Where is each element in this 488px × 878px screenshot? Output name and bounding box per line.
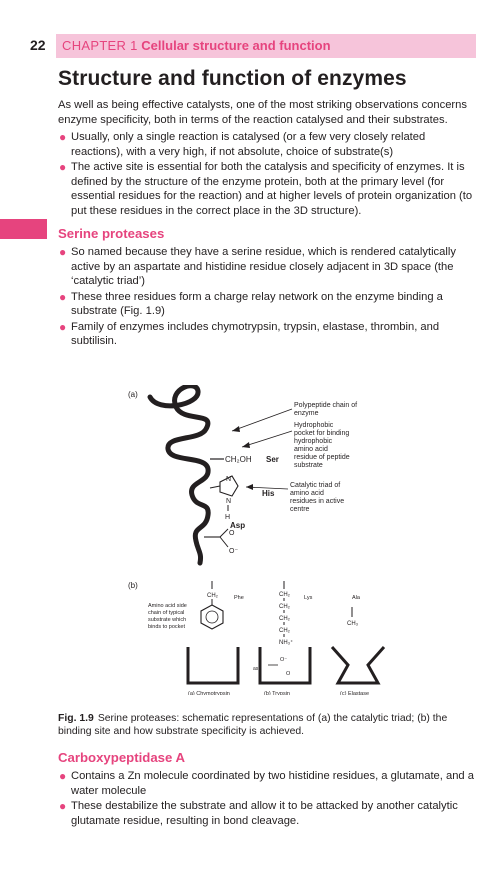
pocket-trypsin-label: (b) Trypsin: [264, 691, 290, 695]
bullet-icon: ●: [59, 799, 67, 813]
side-chain-label: Amino acid side chain of typical substrate which binds to pocket: [148, 603, 187, 630]
carboxypeptidase-heading: Carboxypeptidase A: [58, 750, 186, 765]
bullet-icon: ●: [59, 245, 67, 259]
carboxypeptidase-bullet-list: [58, 769, 478, 828]
bullet-icon: ●: [59, 130, 67, 144]
bullet-icon: ●: [59, 319, 67, 334]
chapter-title: Cellular structure and function: [141, 38, 331, 53]
ch2-label: CH₂: [279, 592, 290, 598]
o-carbonyl-label: O: [229, 530, 235, 537]
ch2oh-label: CH₂OH: [225, 455, 252, 464]
nh3-label: NH₃⁺: [279, 640, 294, 646]
h-label: H: [225, 514, 231, 521]
list-item: ● The active site is essential for both the catalysis and specificity of enzymes. It is defined by the structure of the enzyme protein, both at the primary level (for essential residues for the reaction) and at higher levels of protein organization (to put these residues in the correct place in the 3D structure).: [59, 160, 473, 217]
his-label: His: [262, 489, 275, 498]
intro-paragraph: As well as being effective catalysts, one of the most striking observations concerns enzyme specificity, both in terms of the reaction catalysed and their substrates.: [58, 99, 467, 126]
main-content: [58, 66, 478, 353]
list-item: ● So named because they have a serine residue, which is rendered catalytically active by an aspartate and histidine residue closely adjacent in 3D space (the ‘catalytic triad’): [59, 245, 456, 287]
section-title: Structure and function of enzymes: [58, 67, 407, 90]
polypeptide-chain: [150, 386, 208, 563]
asp-lower-label: asp: [253, 666, 262, 672]
pocket-elastase: [332, 647, 384, 683]
bullet-icon: ●: [59, 289, 67, 304]
panel-b-label: (b): [128, 581, 138, 590]
pocket-trypsin: [260, 647, 310, 683]
ala-label: Ala: [352, 595, 360, 601]
asp-label: Asp: [230, 521, 246, 530]
phe-label: Phe: [234, 595, 244, 601]
figure-caption: [58, 712, 478, 738]
ch3-label: CH₃: [347, 621, 359, 627]
figure-caption-text: Serine proteases: schematic representations of (a) the catalytic triad; (b) the binding site and how substrate specificity is achieved.: [58, 713, 448, 737]
enzyme-bullet-list: [58, 130, 478, 218]
o-minus-label: O⁻: [229, 548, 239, 555]
bullet-icon: ●: [59, 160, 67, 174]
label-hydrophobic-pocket: Hydrophobic pocket for binding hydrophobic amino acid residue of peptide substrate: [294, 422, 350, 469]
page-number: 22: [30, 37, 46, 53]
pocket-chymotrypsin: [188, 647, 238, 683]
list-item: ● Contains a Zn molecule coordinated by two histidine residues, a glutamate, and a water molecule: [59, 769, 474, 797]
serine-heading: Serine proteases: [58, 226, 165, 241]
serine-bullet-list: [58, 245, 478, 349]
bullet-icon: ●: [59, 769, 67, 783]
lys-label: Lys: [304, 595, 313, 601]
figure-serine-protease: [128, 385, 388, 695]
figure-caption-label: Fig. 1.9: [58, 713, 94, 724]
chapter-label: CHAPTER 1: [62, 38, 138, 53]
ch2-label: CH₂: [279, 628, 290, 634]
n-bottom-label: N: [226, 498, 232, 505]
ch2-label: CH₂: [279, 604, 290, 610]
ch2-label: CH₂: [279, 616, 290, 622]
o-minus-label: O⁻: [280, 657, 288, 663]
carboxypeptidase-section: [58, 750, 478, 832]
panel-a-label: (a): [128, 390, 138, 399]
pocket-elastase-label: (c) Elastase: [340, 691, 370, 695]
list-item: ● Family of enzymes includes chymotrypsin, trypsin, elastase, thrombin, and subtilisin.: [59, 319, 440, 347]
o-carbonyl-label: O: [286, 671, 291, 677]
n-top-label: N: [226, 476, 232, 483]
label-polypeptide: Polypeptide chain of enzyme: [294, 402, 358, 417]
label-catalytic-triad: Catalytic triad of amino acid residues in active centre: [290, 482, 345, 513]
list-item: ● These destabilize the substrate and allow it to be attacked by another catalytic glutamate residue, resulting in bond cleavage.: [59, 799, 458, 827]
pocket-chymotrypsin-label: (a) Chymotrypsin: [188, 691, 230, 695]
ser-label: Ser: [266, 455, 279, 464]
list-item: ● These three residues form a charge relay network on the enzyme binding a substrate (Fig. 1.9): [59, 289, 443, 317]
chapter-header-bar: [56, 34, 476, 58]
list-item: ● Usually, only a single reaction is catalysed (or a few very closely related reactions), with a very high, if not absolute, choice of substrate(s): [59, 130, 426, 158]
ch2-label: CH₂: [207, 593, 218, 599]
side-tab-marker: [0, 219, 47, 239]
